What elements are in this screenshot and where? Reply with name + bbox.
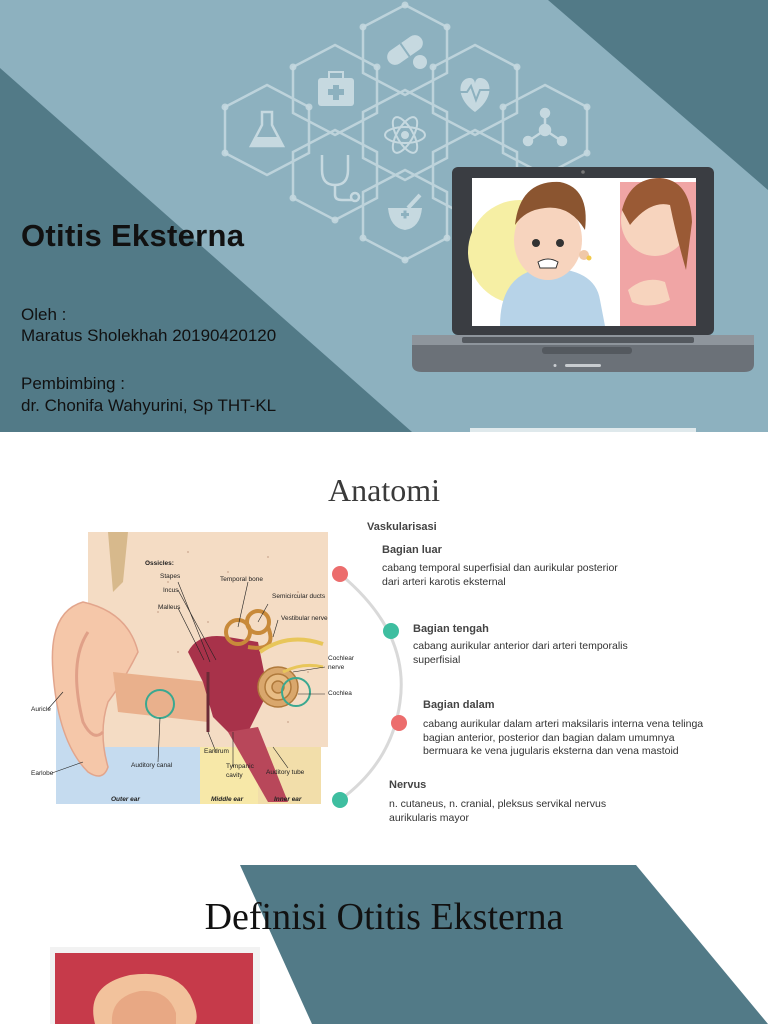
timeline-line: cabang aurikular anterior dari arteri temporalis [413, 640, 628, 652]
presentation-title: Otitis Eksterna [21, 218, 245, 253]
timeline-heading-2: Bagian tengah [413, 623, 489, 635]
label-auricle: Auricle [31, 706, 51, 713]
label-cochlea: Cochlea [328, 690, 352, 697]
timeline-dot-2 [383, 623, 399, 639]
title-slide [0, 0, 768, 432]
timeline-text-1 [382, 562, 618, 589]
label-temporal-bone: Temporal bone [220, 576, 263, 583]
label-stapes: Stapes [160, 573, 181, 580]
timeline-line: cabang temporal superfisial dan aurikular posterior [382, 562, 618, 574]
label-auditory-tube: Auditory tube [266, 769, 305, 776]
pill-icon [413, 55, 427, 69]
timeline-line: bermuara ke vena jugularis eksterna dan vena mastoid [423, 745, 679, 757]
timeline-text-2 [413, 640, 628, 667]
timeline-dot-4 [332, 792, 348, 808]
label-tympanic-2: cavity [226, 772, 243, 779]
timeline-text-4 [389, 798, 606, 825]
ear-diagram-labels [28, 532, 360, 810]
label-inner-ear: Inner ear [274, 796, 302, 803]
heartbeat-icon [460, 78, 490, 112]
label-vestibular-nerve: Vestibular nerve [281, 615, 328, 622]
timeline-dot-1 [332, 566, 348, 582]
molecule-icon [524, 109, 566, 145]
definition-dark-panel [240, 865, 768, 1024]
timeline-line: aurikularis mayor [389, 811, 469, 824]
oleh-label: Oleh : [21, 305, 67, 324]
anatomy-title: Anatomi [328, 472, 440, 508]
vaskularisasi-label: Vaskularisasi [367, 521, 437, 533]
timeline-line: cabang aurikular dalam arteri maksilaris interna vena telinga [423, 718, 704, 730]
flask-icon [251, 112, 283, 146]
timeline-line: bagian anterior, posterior dan bagian dalam umumnya [423, 731, 675, 744]
label-cochlear-2: nerve [328, 664, 345, 671]
timeline-line: n. cutaneus, n. cranial, pleksus servikal nervus [389, 798, 607, 810]
timeline-arc [320, 562, 420, 812]
label-cochlear-1: Cochlear [328, 655, 355, 662]
atom-icon [385, 114, 425, 157]
timeline-heading-4: Nervus [389, 779, 427, 791]
timeline-line: dari arteri karotis eksternal [382, 575, 506, 588]
anatomy-slide [0, 432, 768, 865]
stethoscope-icon [322, 155, 359, 201]
label-earlobe: Earlobe [31, 770, 54, 777]
label-malleus: Malleus [158, 604, 181, 611]
timeline-text-3 [423, 718, 703, 759]
timeline-dot-3 [391, 715, 407, 731]
label-tympanic-1: Tympanic [226, 763, 254, 770]
laptop-illustration [412, 167, 754, 372]
timeline-heading-1: Bagian luar [382, 544, 442, 556]
label-ossicles: Ossicles: [145, 560, 174, 567]
definition-slide [0, 865, 768, 1024]
pembimbing-label: Pembimbing : [21, 374, 125, 393]
timeline-heading-3: Bagian dalam [423, 699, 495, 711]
right-dark-panel [548, 0, 768, 190]
label-middle-ear: Middle ear [211, 796, 244, 803]
label-semicircular-ducts: Semicircular ducts [272, 593, 326, 600]
medical-kit-icon [318, 72, 354, 106]
supervisor-name: dr. Chonifa Wahyurini, Sp THT-KL [21, 396, 277, 415]
label-eardrum: Eardrum [204, 748, 229, 755]
author-name: Maratus Sholekhah 20190420120 [21, 326, 277, 345]
label-outer-ear: Outer ear [111, 796, 140, 803]
definition-title: Definisi Otitis Eksterna [204, 896, 564, 938]
mortar-pestle-icon [388, 195, 422, 230]
definition-slide-background [0, 865, 768, 1024]
label-auditory-canal: Auditory canal [131, 762, 173, 769]
label-incus: Incus [163, 587, 179, 594]
timeline-line: superfisial [413, 653, 461, 666]
title-slide-background [0, 0, 768, 432]
